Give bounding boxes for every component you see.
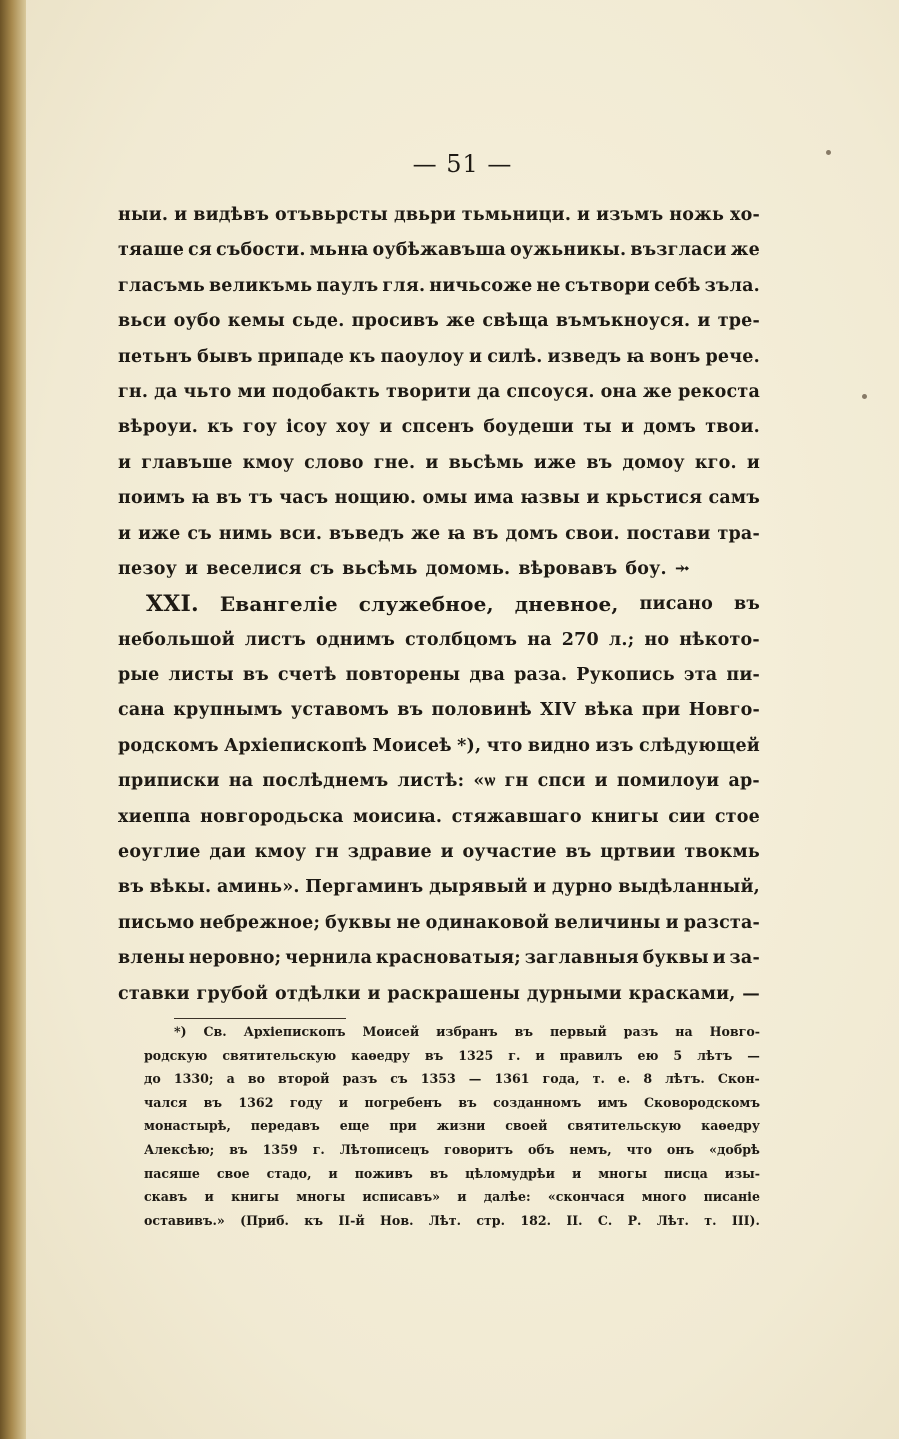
text-line: петьнъ бывъ припаде къ паоулоу и силѣ. изведъ ꙗ вонъ рече.: [118, 346, 760, 367]
footnote-line: оставивъ.» (Приб. къ II-й Нов. Лѣт. стр. 182. II. С. Р. Лѣт. т. III).: [144, 1212, 760, 1228]
text-line: гласъмь великъмь паулъ гля. ничьсоже не сътвори себѣ зъла.: [118, 275, 760, 296]
text-line: небольшой листъ однимъ столбцомъ на 270 л.; но нѣкото-: [118, 629, 760, 650]
text-line: ныи. и видѣвъ отъвьрсты двьри тьмьници. и изъмъ ножь хо-: [118, 205, 760, 225]
text-line: родскомъ Архіепископѣ Моисеѣ *), что видно изъ слѣдующей: [118, 735, 760, 756]
text-line: еоуглие даи кмоу гн здравие и оучастие въ цртвии твокмь: [118, 842, 760, 863]
text-line: XXI. Евангеліе служебное, дневное, писано въ: [146, 591, 760, 618]
text-line: письмо небрежное; буквы не одинаковой величины и разста-: [118, 912, 760, 933]
text-line: вьси оубо кемы сьде. просивъ же свѣща въмъкноуся. и тре-: [118, 311, 760, 332]
page-number: — 51 —: [412, 150, 513, 178]
text-line: ставки грубой отдѣлки и раскрашены дурными красками, —: [118, 983, 760, 1004]
book-page: [26, 0, 899, 1439]
footnote-line: чался въ 1362 году и погребенъ въ созданномъ имъ Сковородскомъ: [144, 1094, 760, 1110]
footnote-line: Алексѣю; въ 1359 г. Лѣтописецъ говоритъ объ немъ, что онъ «добрѣ: [144, 1141, 760, 1157]
text-line: рые листы въ счетѣ повторены два раза. Рукопись эта пи-: [118, 665, 760, 686]
text-line: поимъ ꙗ въ тъ часъ нощию. омы има ꙗзвы и крьстися самъ: [118, 488, 760, 509]
footnote-line: до 1330; а во второй разъ съ 1353 — 1361 года, т. е. 8 лѣтъ. Скон-: [144, 1071, 760, 1087]
text-line: тяаше ся събости. мьнꙗ оубѣжавъша оужьникы. възгласи же: [118, 240, 760, 261]
text-line: приписки на послѣднемъ листѣ: «ѡ гн спси и помилоуи ар-: [118, 771, 760, 792]
paper-speck: [826, 150, 831, 155]
text-line: и иже съ нимь вси. въведъ же ꙗ въ домъ свои. постави тра-: [118, 523, 760, 544]
footnote-line: родскую святительскую каѳедру въ 1325 г. и правилъ ею 5 лѣтъ —: [144, 1047, 760, 1063]
text-line: вѣроуи. къ гоу ісоу хоу и спсенъ боудеши ты и домъ твои.: [118, 417, 760, 438]
footnote-divider: [174, 1018, 346, 1019]
footnote-line: монастырѣ, передавъ еще при жизни своей святительскую каѳедру: [144, 1118, 760, 1134]
book-spine-edge: [0, 0, 26, 1439]
text-line: и главъше кмоу слово гне. и вьсѣмь иже въ домоу кго. и: [118, 452, 760, 473]
text-line: влены неровно; чернила красноватыя; заглавныя буквы и за-: [118, 948, 760, 969]
main-text-block: [118, 198, 760, 1012]
text-line: сана крупнымъ уставомъ въ половинѣ XIV вѣка при Новго-: [118, 700, 760, 721]
footnote-line: *) Св. Архіепископъ Моисей избранъ въ первый разъ на Новго-: [174, 1024, 760, 1039]
footnote-line: скавъ и книгы многы исписавъ» и далѣе: «скончася много писаніе: [144, 1189, 760, 1205]
text-line: хиеппа новгородьска моисиꙗ. стяжавшаго книгы сии стое: [118, 806, 760, 827]
text-line: въ вѣкы. аминь». Пергаминъ дырявый и дурно выдѣланный,: [118, 877, 760, 898]
paper-speck: [862, 394, 867, 399]
text-line: пезоу и веселися съ вьсѣмь домомь. вѣровавъ боу. ⤞: [118, 558, 690, 579]
footnote-block: [144, 1020, 760, 1232]
footnote-line: пасяше свое стадо, и поживъ въ цѣломудрѣи и многы писца изы-: [144, 1165, 760, 1181]
text-line: гн. да чьто ми подобакть творити да спсоуся. она же рекоста: [118, 381, 760, 402]
